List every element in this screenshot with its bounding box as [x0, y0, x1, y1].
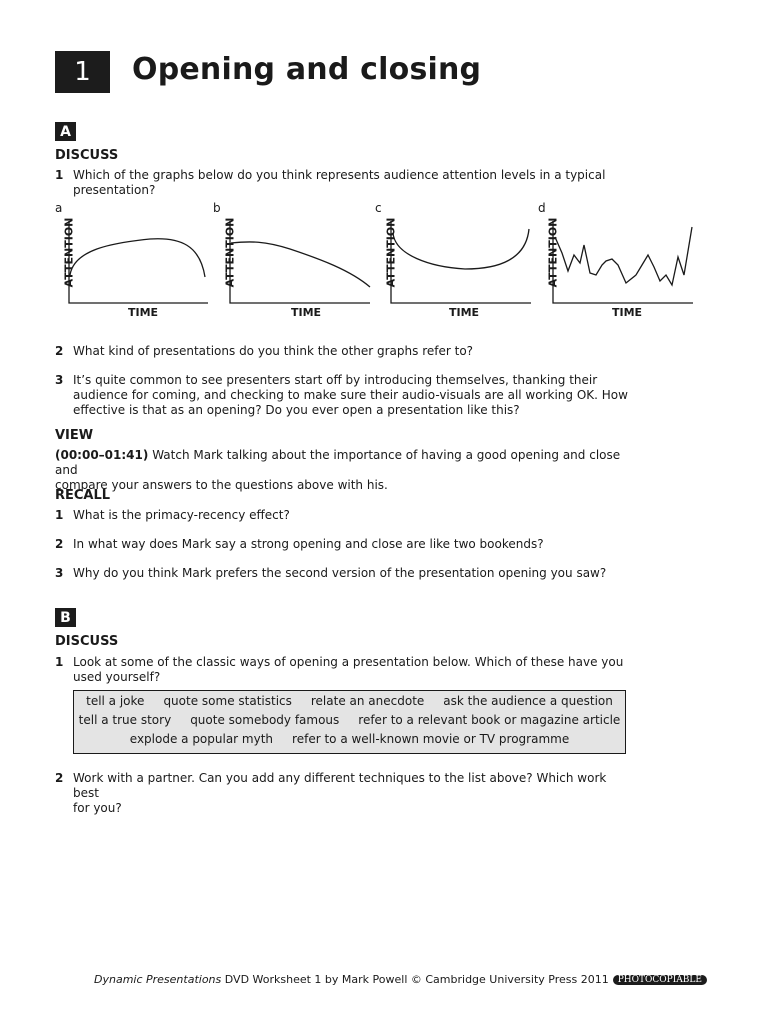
graph-c-axes [391, 221, 531, 303]
graph-c-ylabel: ATTENTION [384, 217, 398, 288]
graph-d-axes [553, 221, 693, 303]
question-line: Work with a partner. Can you add any different techniques to the list above? Which work best [73, 771, 607, 800]
question-line: It’s quite common to see presenters start off by introducing themselves, thanking their [73, 373, 598, 387]
question-line: for you? [73, 801, 122, 815]
question-text: What kind of presentations do you think the other graphs refer to? [73, 344, 474, 358]
question-number: 1 [55, 655, 64, 669]
view-text [55, 448, 635, 493]
question-number: 3 [55, 373, 64, 387]
graph-b-curve [231, 242, 370, 287]
recall-heading: RECALL [55, 488, 111, 503]
footer-title: Dynamic Presentations [94, 973, 222, 986]
techniques-box [73, 690, 626, 754]
question-number: 3 [55, 566, 64, 580]
question-line: Look at some of the classic ways of opening a presentation below. Which of these have you [73, 655, 624, 669]
footer [94, 973, 707, 986]
graph-c-curve [393, 229, 529, 269]
graph-b-ylabel: ATTENTION [223, 217, 237, 288]
question-number: 1 [55, 508, 64, 522]
technique-item: tell a joke [86, 694, 145, 708]
graph-d-ylabel: ATTENTION [546, 217, 560, 288]
technique-item: explode a popular myth [129, 732, 274, 746]
technique-item: ask the audience a question [443, 694, 613, 708]
techniques-row [74, 713, 625, 727]
discuss-heading-b: DISCUSS [55, 634, 119, 649]
question-number: 1 [55, 168, 64, 182]
question-line: audience for coming, and checking to make sure their audio-visuals are all working OK. How [73, 388, 628, 402]
question-text [73, 373, 633, 418]
technique-item: refer to a relevant book or magazine article [358, 713, 621, 727]
graph-a-ylabel: ATTENTION [62, 217, 76, 288]
techniques-row [74, 694, 625, 708]
technique-item: tell a true story [78, 713, 172, 727]
graph-a-letter: a [55, 201, 63, 215]
technique-item: quote some statistics [163, 694, 292, 708]
question-text: In what way does Mark say a strong opening and close are like two bookends? [73, 537, 544, 551]
question-text: Why do you think Mark prefers the second version of the presentation opening you saw? [73, 566, 607, 580]
graph-a-xlabel: TIME [128, 306, 159, 319]
section-a-label: A [55, 122, 76, 141]
question-text [73, 771, 633, 816]
view-heading: VIEW [55, 428, 94, 443]
question-text [73, 168, 633, 198]
graph-c-xlabel: TIME [449, 306, 480, 319]
timecode: (00:00–01:41) [55, 448, 149, 462]
question-number: 2 [55, 344, 64, 358]
question-line: used yourself? [73, 670, 161, 684]
question-number: 2 [55, 537, 64, 551]
technique-item: quote somebody famous [190, 713, 340, 727]
question-number: 2 [55, 771, 64, 785]
question-text [73, 655, 633, 685]
graph-a-curve [70, 239, 205, 277]
graph-d-xlabel: TIME [612, 306, 643, 319]
graph-a-axes [69, 221, 208, 303]
unit-number: 1 [55, 51, 110, 93]
discuss-heading-a: DISCUSS [55, 148, 119, 163]
footer-text: DVD Worksheet 1 by Mark Powell © Cambridge University Press 2011 [221, 973, 609, 986]
graph-d-letter: d [538, 201, 546, 215]
technique-item: refer to a well-known movie or TV programme [292, 732, 570, 746]
view-line: Watch Mark talking about the importance of having a good opening and close and [55, 448, 621, 477]
question-line: effective is that as an opening? Do you ever open a presentation like this? [73, 403, 520, 417]
graph-b-axes [230, 221, 370, 303]
page-title: Opening and closing [132, 52, 482, 87]
graph-c-letter: c [375, 201, 382, 215]
techniques-row [74, 732, 625, 746]
graph-d-curve [555, 227, 692, 285]
technique-item: relate an anecdote [310, 694, 425, 708]
graph-b-xlabel: TIME [291, 306, 322, 319]
view-line: compare your answers to the questions above with his. [55, 478, 388, 492]
question-text: What is the primacy-recency effect? [73, 508, 290, 522]
photocopiable-badge: PHOTOCOPIABLE [613, 975, 707, 985]
section-b-label: B [55, 608, 76, 627]
question-line: presentation? [73, 183, 156, 197]
question-line: Which of the graphs below do you think represents audience attention levels in a typical [73, 168, 606, 182]
graph-b-letter: b [213, 201, 221, 215]
